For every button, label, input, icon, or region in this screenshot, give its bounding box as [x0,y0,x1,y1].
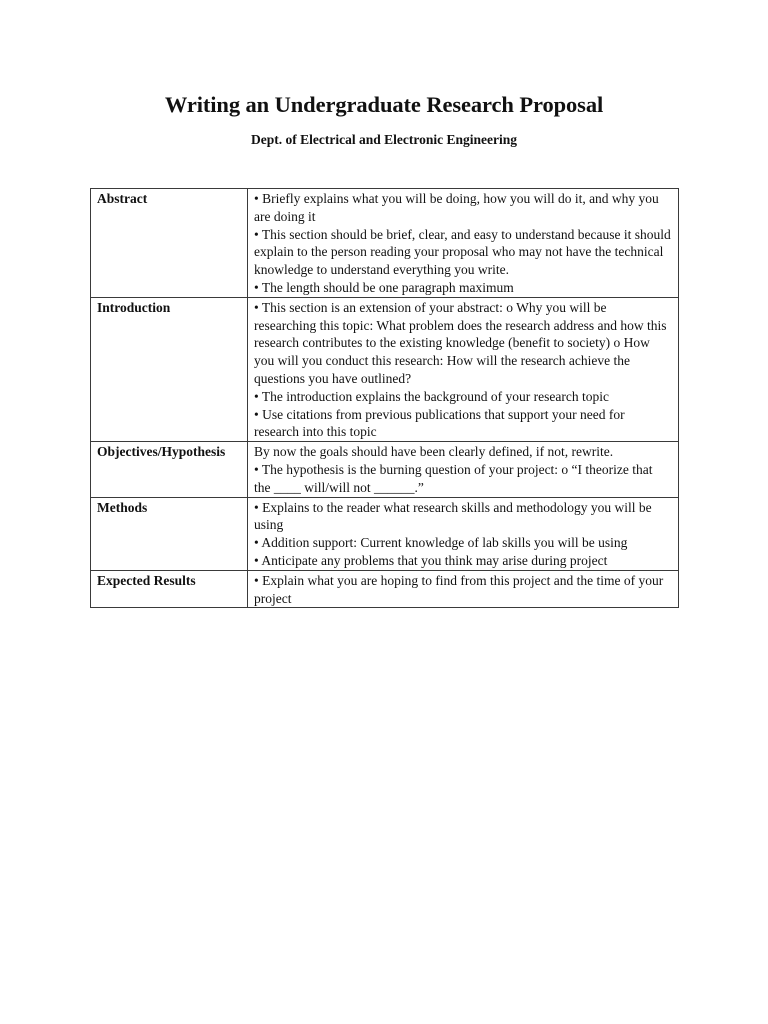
row-label: Methods [91,497,248,570]
row-content [248,297,679,441]
document-title: Writing an Undergraduate Research Proposal [164,92,604,117]
table-row-expected-results [91,570,679,608]
content-line: • The introduction explains the background of your research topic [254,388,609,404]
row-label: Objectives/Hypothesis [91,442,248,497]
row-content [248,442,679,497]
content-line: By now the goals should have been clearly defined, if not, rewrite. [254,444,614,460]
table-row-abstract [91,189,679,298]
proposal-table [90,188,679,608]
content-line: • Addition support: Current knowledge of lab skills you will be using [254,535,628,551]
document-subtitle: Dept. of Electrical and Electronic Engineering [251,132,517,147]
table-row-methods [91,497,679,570]
content-line: • The hypothesis is the burning question of your project: o “I theorize that the ____ will/will not ______.” [254,461,653,495]
content-line: • Briefly explains what you will be doing, how you will do it, and why you are doing it [254,191,659,224]
content-line: • Use citations from previous publications that support your need for research into this topic [254,406,625,440]
table-row-objectives [91,442,679,497]
row-content [248,189,679,298]
content-line: • Explains to the reader what research skills and methodology you will be using [254,499,652,533]
content-line: • This section is an extension of your abstract: o Why you will be researching this topic: What problem does the research address and how this research contributes to the existing knowledge (benefit to society) o How you will you conduct this research: How will the research achieve the questions you have outlined? [254,299,667,386]
content-line: • This section should be brief, clear, and easy to understand because it should explain to the person reading your proposal who may not have the technical knowledge to understand everything you write. [254,226,671,278]
content-line: • Anticipate any problems that you think may arise during project [254,552,608,568]
row-content [248,570,679,608]
row-label: Abstract [91,189,248,298]
table-row-introduction [91,297,679,441]
row-content [248,497,679,570]
content-line: • Explain what you are hoping to find from this project and the time of your project [254,572,664,606]
content-line: • The length should be one paragraph maximum [254,279,514,295]
row-label: Expected Results [91,570,248,608]
row-label: Introduction [91,297,248,441]
